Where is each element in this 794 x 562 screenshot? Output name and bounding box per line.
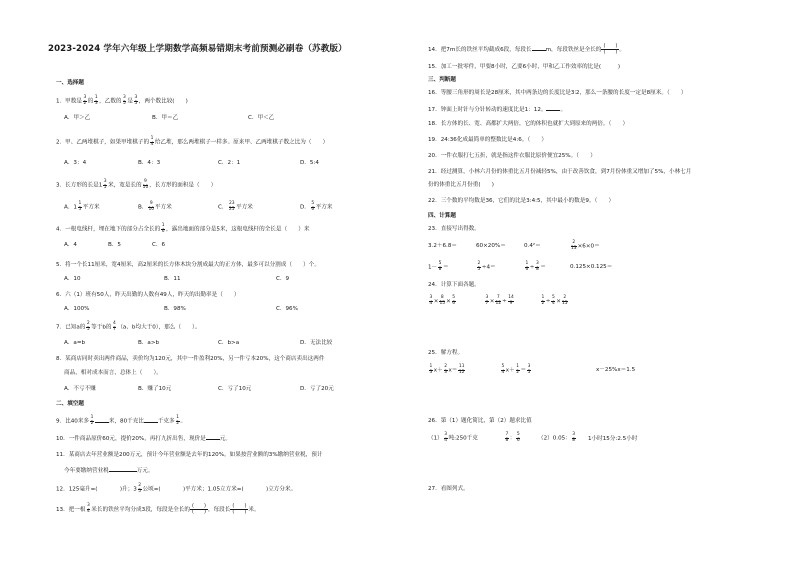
question-11-cont: 今年要缴纳营业税 万元。	[64, 468, 154, 474]
section-fill: 二、填空题	[56, 401, 84, 407]
q3-option-d[interactable]: D． $\frac{5}{6}$ 平方米	[300, 201, 333, 212]
question-25: 25．解方程。	[428, 350, 464, 356]
question-20: 20．一件衣服打七五折，就是指这件衣服比原价便宜25%。（ ）	[428, 153, 596, 159]
q3-option-c[interactable]: C． $\frac{23}{25}$ 平方米	[218, 201, 253, 212]
question-5: 5．将一个长11厘米，宽4厘米，高2厘米的长方体木块分割成最大的正方体，最多可以分割成（ ）个。	[56, 262, 320, 268]
ratio-2: $\frac{7}{8}$ ： $\frac{5}{6}$	[505, 432, 520, 443]
ratio-4: 1小时15分:2.5小时	[588, 436, 638, 442]
answer-blank[interactable]	[95, 417, 109, 423]
calc-item: 3.2＋6.8＝	[428, 243, 457, 249]
fraction-blank[interactable]: ( ) ( )	[601, 44, 619, 55]
question-22: 22．三个数的平均数是36，它们的比是3:4:5，其中最小的数是9。（ ）	[428, 198, 615, 204]
fraction: $\frac{3}{5}$	[134, 95, 138, 106]
q4-option-b[interactable]: B．5	[108, 242, 121, 248]
fraction: $\frac{1}{3}$	[94, 95, 98, 106]
q7-option-a[interactable]: A．a=b	[64, 340, 86, 346]
calc-item: 0.4²＝	[524, 243, 541, 249]
q1-option-a[interactable]: A．甲＞乙	[64, 115, 91, 121]
question-27: 27．看图列式。	[428, 486, 469, 492]
answer-blank[interactable]	[532, 45, 546, 51]
equation-2: $\frac{5}{4}$ x＋ $\frac{1}{2}$ ＝ $\frac{3}{5}$	[501, 364, 531, 375]
fraction: $\frac{1}{6}$	[161, 223, 165, 234]
question-8: 8．某商店同时卖出两件商品，卖价均为120元，其中一件盈利20%，另一件亏本20%，这个商店卖出这两件	[56, 356, 325, 362]
calc-item: 1－ $\frac{5}{8}$ ＝	[428, 261, 449, 272]
equation-3: x－25%x＝1.5	[596, 367, 636, 373]
question-15: 15．加工一批零件，甲要8小时，乙要6小时，甲和乙工作效率的比是( )	[428, 64, 621, 70]
section-choice: 一、选择题	[56, 80, 84, 86]
q6-option-a[interactable]: A．100%	[64, 306, 90, 312]
q7-option-c[interactable]: C．b>a	[218, 340, 240, 346]
q3-option-a[interactable]: A．1 $\frac{1}{5}$ 平方米	[64, 201, 100, 212]
calc-item: 60×20%＝	[476, 243, 506, 249]
q4-option-c[interactable]: C．6	[152, 242, 166, 248]
question-8-cont: 商品，相对成本而言，总体上（ ）。	[64, 370, 162, 376]
q8-option-d[interactable]: D．亏了20元	[300, 386, 334, 392]
q5-option-c[interactable]: C．9	[276, 276, 290, 282]
calc-item: $\frac{1}{6}$ ÷ $\frac{3}{8}$ ＝	[525, 261, 546, 272]
question-2: 2．甲、乙两堆棋子，如果甲堆棋子的 $\frac{1}{4}$ 给乙堆，那么两堆棋子一样多。原来甲、乙两堆棋子数之比为（ ）	[56, 136, 329, 147]
q5-option-b[interactable]: B．11	[164, 276, 181, 282]
q2-option-c[interactable]: C．2：1	[218, 160, 241, 166]
question-16: 16．等腰三角形的周长是28厘米，其中两条边的长度比是3∶2，那么一条腰的长度一定是8厘米。（ ）	[428, 90, 687, 96]
calc-expr-1: $\frac{3}{4}$ × $\frac{8}{15}$ × $\frac{5}{6}$	[429, 295, 456, 306]
question-10: 10．一件商品原价60元，提价20%，再打九折出售，现价是 元。	[56, 436, 231, 442]
fraction: $\frac{3}{5}$	[103, 179, 107, 190]
q4-option-a[interactable]: A．4	[64, 242, 77, 248]
calc-expr-3: $\frac{1}{2}$ ÷ $\frac{5}{4}$ × $\frac{2}{15}$	[541, 295, 568, 306]
question-17: 17．钟面上时针与分针转动的速度比是1：12。 。	[428, 107, 567, 113]
q5-option-a[interactable]: A．10	[64, 276, 81, 282]
calc-item: 0.125×0.125＝	[570, 264, 613, 270]
question-9: 9．比40米多 $\frac{1}{2}$ 米，80千克比 千克多 $\frac{1}{2}$ 。	[56, 415, 187, 426]
q8-option-b[interactable]: B．赚了10元	[138, 386, 172, 392]
answer-blank[interactable]	[546, 105, 560, 111]
q6-option-c[interactable]: C．96%	[276, 306, 298, 312]
question-13: 13．把一根 $\frac{3}{4}$ 米长的铁丝平均分成3段，每段是全长的 ( ) ( ) ，每段长 ( ) ( ) 米。	[56, 503, 260, 515]
question-24: 24．计算下面各题。	[428, 282, 480, 288]
q6-option-b[interactable]: B．98%	[164, 306, 186, 312]
q7-option-d[interactable]: D．无法比较	[300, 340, 333, 346]
equation-1: $\frac{1}{3}$ x＋ $\frac{2}{3}$ x＝ $\frac{11}{12}$	[429, 364, 465, 375]
fraction-blank[interactable]: ( ) ( )	[230, 504, 248, 515]
fraction: $\frac{3}{5}$	[123, 95, 126, 106]
question-7: 7．已知a的 $\frac{2}{5}$ 等于b的 $\frac{4}{7}$ （a、b均大于0），那么（ ）。	[56, 321, 201, 332]
question-23: 23．直接写出得数。	[428, 226, 480, 232]
q7-option-b[interactable]: B．a>b	[138, 340, 160, 346]
fraction: $\frac{1}{4}$	[150, 136, 154, 147]
q8-option-a[interactable]: A．不亏不赚	[64, 386, 96, 392]
answer-blank[interactable]	[109, 466, 137, 472]
fraction: $\frac{9}{10}$	[142, 179, 149, 190]
answer-blank[interactable]	[144, 417, 158, 423]
q3-option-b[interactable]: B． $\frac{9}{10}$ 平方米	[138, 201, 172, 212]
question-4: 4．一根电线杆，埋在地下的部分占全长的 $\frac{1}{6}$ ，露出地面的部分是5米，这根电线杆的全长是（ ）米	[56, 223, 310, 234]
q2-option-a[interactable]: A．3：4	[64, 160, 87, 166]
question-26: 26．第（1）题化简比，第（2）题求比值	[428, 418, 532, 424]
question-11: 11．某商店去年营业额是200万元，预计今年营业额是去年的120%。如果按营业额的3%缴纳营业税，预计	[56, 452, 323, 458]
question-3: 3．长方形的长是1 $\frac{3}{5}$ 米，宽是长的 $\frac{9}{10}$ ，长方形的面积是（ ）	[56, 179, 217, 190]
question-12: 12．125毫升=( )升；3 $\frac{2}{5}$ 公顷=( )平方米；1.05立方米=( )立方分米。	[56, 483, 297, 494]
calc-item: $\frac{2}{5}$ ÷4＝	[477, 261, 496, 272]
question-21-cont: 份的体重比五月份重( )	[428, 182, 494, 188]
q1-option-b[interactable]: B．甲＝乙	[152, 115, 179, 121]
question-1: 1．甲数是 $\frac{3}{2}$ 的 $\frac{1}{3}$ ，乙数的 $\frac{3}{5}$ 是 $\frac{3}{5}$ ，两个数比较( )	[56, 95, 188, 106]
calc-expr-2: $\frac{3}{7}$ × $\frac{7}{12}$ ÷ $\frac{14}{9}$	[485, 295, 514, 306]
calc-item: $\frac{2}{13}$ ×6×0＝	[571, 240, 600, 251]
question-19: 19．24:36化成最简单的整数比是4:6。（ ）	[428, 137, 547, 143]
section-judge: 三、判断题	[428, 77, 456, 83]
page-title: 2023-2024 学年六年级上学期数学高频易错期末考前预测必刷卷（苏教版）	[48, 44, 347, 54]
fraction-blank[interactable]: ( ) ( )	[190, 504, 208, 515]
q2-option-b[interactable]: B．4：3	[138, 160, 161, 166]
ratio-3: （2）0.05： $\frac{3}{8}$	[538, 432, 576, 443]
question-21: 21．经过测算，小林六月份的体重比五月份减轻5%，由于改善饮食，到7月份体重又增加了5%，小林七月	[428, 169, 692, 175]
q8-option-c[interactable]: C．亏了10元	[218, 386, 252, 392]
q2-option-d[interactable]: D．5:4	[300, 160, 319, 166]
question-18: 18．长方体的长、宽、高都扩大两倍，它的体积也就扩大到原来的两倍。（ ）	[428, 121, 629, 127]
q1-option-c[interactable]: C．甲＜乙	[248, 115, 275, 121]
answer-blank[interactable]	[206, 434, 220, 440]
ratio-1: （1） $\frac{3}{4}$ 吨:250千克	[428, 432, 478, 443]
section-calc: 四、计算题	[428, 213, 456, 219]
fraction: $\frac{3}{2}$	[83, 95, 87, 106]
question-14: 14．把7m长的铁丝平均截成6段，每段长 m，每段铁丝是全长的 ( ) ( ) 。	[428, 43, 625, 55]
question-6: 6．六（1）班有50人，昨天出勤的人数有49人，昨天的出勤率是（ ）	[56, 292, 240, 298]
